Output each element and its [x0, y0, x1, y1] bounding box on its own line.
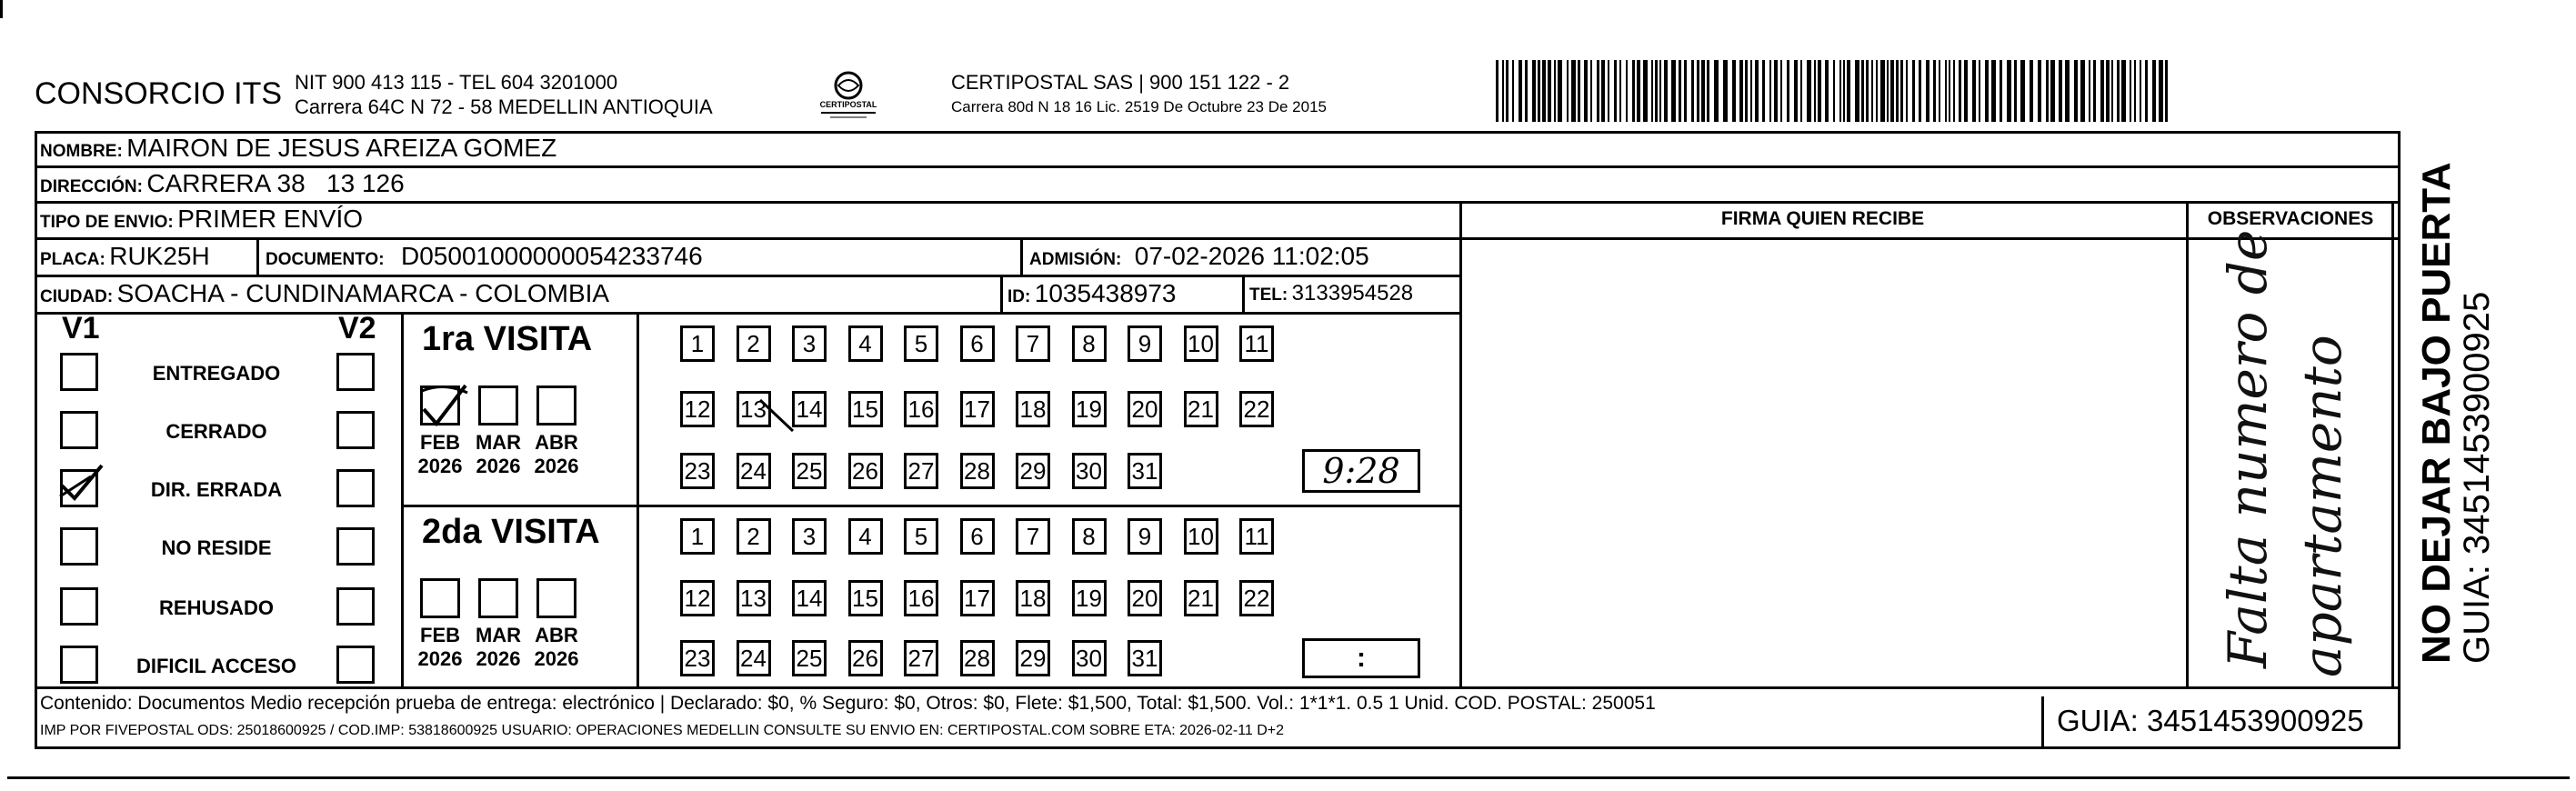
- dir-errada-check-icon: [55, 460, 109, 506]
- visit1-day-box[interactable]: 30: [1072, 453, 1107, 489]
- visit1-title: 1ra VISITA: [422, 320, 593, 358]
- barcode-bar: [1750, 60, 1752, 122]
- plate-value: RUK25H: [109, 242, 210, 270]
- visit1-day-box[interactable]: 13: [737, 391, 771, 427]
- status-label: DIR. ERRADA: [150, 478, 283, 501]
- visit2-year-label: 2026: [534, 647, 579, 670]
- row-line: [35, 165, 2401, 168]
- barcode-bar: [1608, 60, 1609, 122]
- v2-checkbox[interactable]: [336, 646, 375, 684]
- visit2-day-box[interactable]: 25: [792, 640, 827, 676]
- barcode-bar: [2074, 60, 2078, 122]
- barcode-bar: [1745, 60, 1748, 122]
- barcode-bar: [1755, 60, 1759, 122]
- barcode-bar: [2065, 60, 2070, 122]
- barcode-bar: [1794, 60, 1798, 122]
- barcode-bar: [1774, 60, 1778, 122]
- visit1-day-box[interactable]: 29: [1016, 453, 1050, 489]
- barcode-bar: [2117, 60, 2120, 122]
- barcode-bar: [1659, 60, 1661, 122]
- visit-divider: [636, 312, 639, 686]
- visit2-day-box[interactable]: 14: [792, 580, 827, 616]
- visit1-day-box[interactable]: 14: [792, 391, 827, 427]
- barcode-bar: [1926, 60, 1929, 122]
- visit2-day-box[interactable]: 23: [680, 640, 715, 676]
- visit2-day-box[interactable]: 24: [737, 640, 771, 676]
- visit2-time: :: [1357, 643, 1366, 673]
- visit2-day-box[interactable]: 19: [1072, 580, 1107, 616]
- barcode-bar: [1679, 60, 1681, 122]
- id-value: 1035438973: [1034, 279, 1177, 307]
- barcode-bar: [2020, 60, 2025, 122]
- barcode-bar: [1732, 60, 1736, 122]
- visit2-month-label: MAR: [475, 624, 522, 646]
- status-label: ENTREGADO: [152, 362, 281, 385]
- barcode-bar: [1939, 60, 1940, 122]
- barcode-bar: [1655, 60, 1658, 122]
- row-line: [35, 201, 2401, 204]
- status-label: NO RESIDE: [161, 536, 272, 559]
- barcode-bar: [2046, 60, 2049, 122]
- tel-field: [1249, 281, 1413, 306]
- v2-header: V2: [338, 311, 376, 345]
- barcode-bar: [1843, 60, 1845, 122]
- barcode-bar: [1847, 60, 1850, 122]
- visit2-day-box[interactable]: 2: [737, 518, 771, 555]
- footer-line: [35, 686, 2401, 689]
- barcode-bar: [1542, 60, 1546, 122]
- visit2-day-box[interactable]: 15: [848, 580, 883, 616]
- admission-field: [1029, 242, 1369, 271]
- cell-divider: [1242, 275, 1245, 312]
- barcode-bar: [1590, 60, 1592, 122]
- visit2-day-box[interactable]: 16: [904, 580, 938, 616]
- barcode-bar: [1632, 60, 1635, 122]
- visit1-day-box[interactable]: 9: [1128, 325, 1162, 362]
- v2-checkbox[interactable]: [336, 469, 375, 507]
- barcode-bar: [1861, 60, 1864, 122]
- document-label: DOCUMENTO:: [266, 250, 385, 269]
- row-line: [35, 237, 1462, 240]
- visit1-day-box[interactable]: 12: [680, 391, 715, 427]
- visit2-year-label: 2026: [417, 647, 463, 670]
- barcode-bar: [1959, 60, 1961, 122]
- visit1-year-label: 2026: [534, 455, 579, 477]
- barcode-bar: [2165, 60, 2168, 122]
- barcode-bar: [1953, 60, 1955, 122]
- admission-value: 07-02-2026 11:02:05: [1134, 242, 1369, 270]
- visit2-day-box[interactable]: 26: [848, 640, 883, 676]
- visit1-year-label: 2026: [476, 455, 521, 477]
- side-warning: NO DEJAR BAJO PUERTA: [2414, 162, 2459, 664]
- barcode-bar: [2007, 60, 2011, 122]
- visit2-time-box: [1302, 638, 1420, 678]
- barcode-bar: [2111, 60, 2113, 122]
- barcode-bar: [2014, 60, 2017, 122]
- barcode-bar: [1684, 60, 1687, 122]
- tel-label: TEL:: [1249, 285, 1288, 305]
- visit1-day-box[interactable]: 15: [848, 391, 883, 427]
- barcode-bar: [1871, 60, 1873, 122]
- visit1-month-checkbox[interactable]: [478, 385, 518, 426]
- visit1-day-box[interactable]: 10: [1184, 325, 1218, 362]
- status-label: CERRADO: [165, 420, 267, 443]
- v2-checkbox[interactable]: [336, 587, 375, 626]
- barcode-bar: [1739, 60, 1743, 122]
- barcode-bar: [1651, 60, 1653, 122]
- footer-guia: GUIA: 3451453900925: [2057, 704, 2364, 737]
- v1-checkbox[interactable]: [60, 527, 98, 566]
- barcode-bar: [1496, 60, 1498, 122]
- barcode-bar: [1643, 60, 1648, 122]
- row-line: [35, 275, 1462, 277]
- visit2-month-label: ABR: [535, 624, 578, 646]
- visit1-month-label: ABR: [535, 431, 578, 454]
- barcode-bar: [1637, 60, 1640, 122]
- visit2-day-box[interactable]: 10: [1184, 518, 1218, 555]
- address-label: DIRECCIÓN:: [40, 177, 143, 196]
- certipostal-logo: [817, 69, 880, 120]
- barcode-bar: [2059, 60, 2062, 122]
- barcode-bar: [2159, 60, 2163, 122]
- city-value: SOACHA - CUNDINAMARCA - COLOMBIA: [116, 279, 610, 307]
- barcode-bar: [2030, 60, 2033, 122]
- company-name: CONSORCIO ITS: [35, 76, 283, 111]
- barcode-bar: [2080, 60, 2085, 122]
- visit1-day-box[interactable]: 21: [1184, 391, 1218, 427]
- barcode: [1496, 60, 2173, 122]
- tel-value: 3133954528: [1291, 281, 1414, 305]
- v2-checkbox[interactable]: [336, 411, 375, 449]
- visit2-day-box[interactable]: 11: [1239, 518, 1274, 555]
- visit1-day-box[interactable]: 6: [960, 325, 995, 362]
- visit2-title: 2da VISITA: [422, 513, 600, 551]
- barcode-bar: [1697, 60, 1699, 122]
- visit1-day-box[interactable]: 24: [737, 453, 771, 489]
- barcode-bar: [1972, 60, 1976, 122]
- visit1-time-box: [1302, 449, 1420, 493]
- observations-divider: [2186, 201, 2189, 686]
- admission-label: ADMISIÓN:: [1029, 250, 1122, 269]
- visit1-day-box[interactable]: 8: [1072, 325, 1107, 362]
- v1-header: V1: [62, 311, 100, 345]
- bottom-edge-line: [7, 776, 2570, 779]
- visit2-day-box[interactable]: 3: [792, 518, 827, 555]
- barcode-bar: [1880, 60, 1885, 122]
- logo-text: CERTIPOSTAL: [819, 100, 877, 109]
- status-label: REHUSADO: [159, 596, 274, 619]
- carrier-nit: CERTIPOSTAL SAS | 900 151 122 - 2: [951, 71, 1290, 94]
- visit1-month-label: FEB: [420, 431, 460, 454]
- document-value: D05001000000054233746: [401, 242, 703, 270]
- send-type-value: PRIMER ENVÍO: [177, 205, 364, 233]
- company-address: Carrera 64C N 72 - 58 MEDELLIN ANTIOQUIA: [295, 95, 713, 118]
- barcode-bar: [1597, 60, 1599, 122]
- barcode-bar: [1964, 60, 1968, 122]
- barcode-bar: [1664, 60, 1668, 122]
- observations-header: OBSERVACIONES: [2207, 208, 2374, 229]
- barcode-bar: [1619, 60, 1621, 122]
- visit1-day-box[interactable]: 25: [792, 453, 827, 489]
- barcode-bar: [1578, 60, 1580, 122]
- company-nit: NIT 900 413 115 - TEL 604 3201000: [295, 71, 618, 94]
- visit1-year-label: 2026: [417, 455, 463, 477]
- barcode-bar: [1714, 60, 1719, 122]
- barcode-bar: [1814, 60, 1816, 122]
- footer-print-info: IMP POR FIVEPOSTAL ODS: 25018600925 / COD.IMP: 53818600925 USUARIO: OPERACIONES MEDELLIN CONSULTE SU ENVIO EN: CERTIPOSTAL.COM SOBRE ETA: 2026-02-11 D+2: [40, 723, 1285, 738]
- visit1-day-box[interactable]: 1: [680, 325, 715, 362]
- barcode-bar: [1762, 60, 1765, 122]
- barcode-bar: [1887, 60, 1889, 122]
- visit2-day-box[interactable]: 31: [1128, 640, 1162, 676]
- visit2-day-box[interactable]: 28: [960, 640, 995, 676]
- visit2-month-checkbox[interactable]: [536, 578, 576, 618]
- observations-right-divider: [2391, 201, 2394, 686]
- visit1-day-box[interactable]: 16: [904, 391, 938, 427]
- visit2-year-label: 2026: [476, 647, 521, 670]
- barcode-bar: [1839, 60, 1841, 122]
- barcode-bar: [2093, 60, 2096, 122]
- carrier-address: Carrera 80d N 18 16 Lic. 2519 De Octubre 23 De 2015: [951, 98, 1327, 115]
- visit1-day-box[interactable]: 5: [904, 325, 938, 362]
- visit2-day-box[interactable]: 5: [904, 518, 938, 555]
- barcode-bar: [1933, 60, 1936, 122]
- visit-separator: [401, 505, 1462, 507]
- barcode-bar: [1723, 60, 1728, 122]
- city-label: CIUDAD:: [40, 287, 114, 306]
- name-value: MAIRON DE JESUS AREIZA GOMEZ: [126, 134, 557, 162]
- barcode-bar: [2089, 60, 2090, 122]
- barcode-bar: [1985, 60, 1989, 122]
- barcode-bar: [1818, 60, 1821, 122]
- visit1-day-box[interactable]: 20: [1128, 391, 1162, 427]
- plate-label: PLACA:: [40, 250, 105, 269]
- name-row: [40, 134, 556, 163]
- barcode-bar: [1912, 60, 1915, 122]
- cell-divider: [256, 237, 259, 275]
- visit2-day-box[interactable]: 4: [848, 518, 883, 555]
- barcode-bar: [1949, 60, 1950, 122]
- visit2-day-box[interactable]: 9: [1128, 518, 1162, 555]
- day-13-cross-icon: [757, 393, 797, 436]
- barcode-bar: [1506, 60, 1509, 122]
- barcode-bar: [1519, 60, 1522, 122]
- barcode-bar: [2100, 60, 2104, 122]
- footer-divider: [2041, 696, 2044, 749]
- visit2-month-checkbox[interactable]: [420, 578, 460, 618]
- barcode-bar: [1900, 60, 1903, 122]
- barcode-bar: [1780, 60, 1782, 122]
- barcode-bar: [2134, 60, 2136, 122]
- barcode-bar: [1548, 60, 1551, 122]
- barcode-bar: [1945, 60, 1947, 122]
- address-value: CARRERA 38 13 126: [146, 169, 405, 197]
- barcode-bar: [2145, 60, 2148, 122]
- visit2-day-box[interactable]: 29: [1016, 640, 1050, 676]
- visit2-day-box[interactable]: 17: [960, 580, 995, 616]
- send-type-label: TIPO DE ENVIO:: [40, 213, 174, 232]
- name-label: NOMBRE:: [40, 142, 123, 161]
- barcode-bar: [2130, 60, 2131, 122]
- visit2-day-box[interactable]: 18: [1016, 580, 1050, 616]
- visit1-month-checkbox[interactable]: [536, 385, 576, 426]
- visit1-day-box[interactable]: 11: [1239, 325, 1274, 362]
- barcode-bar: [1800, 60, 1802, 122]
- barcode-bar: [1825, 60, 1829, 122]
- observation-handwriting-line1: Falta numero de: [2217, 229, 2279, 668]
- barcode-bar: [2050, 60, 2055, 122]
- barcode-bar: [1554, 60, 1556, 122]
- visit2-day-box[interactable]: 22: [1239, 580, 1274, 616]
- barcode-bar: [1701, 60, 1705, 122]
- barcode-bar: [1584, 60, 1588, 122]
- visit1-day-box[interactable]: 4: [848, 325, 883, 362]
- v1-checkbox[interactable]: [60, 353, 98, 391]
- barcode-bar: [1876, 60, 1878, 122]
- visit1-day-box[interactable]: 18: [1016, 391, 1050, 427]
- barcode-bar: [1567, 60, 1569, 122]
- visit2-day-box[interactable]: 1: [680, 518, 715, 555]
- observation-handwriting-line2: apartamento: [2291, 335, 2353, 677]
- barcode-bar: [1919, 60, 1921, 122]
- visit2-day-box[interactable]: 7: [1016, 518, 1050, 555]
- barcode-bar: [1769, 60, 1771, 122]
- barcode-bar: [1807, 60, 1811, 122]
- side-guia: GUIA: 3451453900925: [2457, 291, 2497, 664]
- status-label: DIFICIL ACCESO: [135, 655, 296, 677]
- footer-content: Contenido: Documentos Medio recepción prueba de entrega: electrónico | Declarado: $0, % Seguro: $0, Otros: $0, Flete: $1,500, Total: $1,500. Vol.: 1*1*1. 0.5 1 Unid. COD. POSTAL: 250051: [40, 693, 1656, 714]
- visit1-day-box[interactable]: 31: [1128, 453, 1162, 489]
- feb-check-icon: [418, 382, 473, 429]
- edge-mark: [0, 0, 3, 18]
- cell-divider: [1020, 237, 1023, 275]
- visit1-day-box[interactable]: 22: [1239, 391, 1274, 427]
- visit2-day-box[interactable]: 8: [1072, 518, 1107, 555]
- visit1-day-box[interactable]: 27: [904, 453, 938, 489]
- send-type-row: [40, 205, 363, 234]
- v2-checkbox[interactable]: [336, 527, 375, 566]
- barcode-bar: [1991, 60, 1996, 122]
- barcode-bar: [2140, 60, 2141, 122]
- barcode-bar: [1512, 60, 1514, 122]
- v2-checkbox[interactable]: [336, 353, 375, 391]
- visit2-day-box[interactable]: 21: [1184, 580, 1218, 616]
- city-field: [40, 279, 609, 308]
- visit2-day-box[interactable]: 20: [1128, 580, 1162, 616]
- visit1-day-box[interactable]: 19: [1072, 391, 1107, 427]
- barcode-bar: [1866, 60, 1869, 122]
- barcode-bar: [1833, 60, 1835, 122]
- barcode-bar: [2152, 60, 2156, 122]
- address-row: [40, 169, 405, 198]
- visit1-month-label: MAR: [475, 431, 522, 454]
- visit2-day-box[interactable]: 27: [904, 640, 938, 676]
- visit1-day-box[interactable]: 26: [848, 453, 883, 489]
- v1-checkbox[interactable]: [60, 587, 98, 626]
- visit1-time: 9:28: [1322, 451, 1400, 491]
- barcode-bar: [1571, 60, 1576, 122]
- row-line: [35, 312, 1462, 315]
- visit1-day-box[interactable]: 7: [1016, 325, 1050, 362]
- barcode-bar: [1979, 60, 1980, 122]
- barcode-bar: [1896, 60, 1899, 122]
- v1-checkbox[interactable]: [60, 646, 98, 684]
- cell-divider: [1000, 275, 1003, 312]
- signature-divider: [1459, 201, 1462, 686]
- barcode-bar: [2121, 60, 2126, 122]
- visit2-day-box[interactable]: 12: [680, 580, 715, 616]
- visit2-month-label: FEB: [420, 624, 460, 646]
- barcode-bar: [1890, 60, 1894, 122]
- barcode-bar: [1538, 60, 1540, 122]
- status-divider: [401, 312, 404, 686]
- signature-header: FIRMA QUIEN RECIBE: [1720, 208, 1925, 229]
- barcode-bar: [1614, 60, 1617, 122]
- id-field: [1007, 279, 1177, 308]
- barcode-bar: [2000, 60, 2002, 122]
- barcode-bar: [1671, 60, 1676, 122]
- visit2-day-box[interactable]: 6: [960, 518, 995, 555]
- barcode-bar: [1502, 60, 1504, 122]
- barcode-bar: [1601, 60, 1605, 122]
- visit1-day-box[interactable]: 23: [680, 453, 715, 489]
- visit2-day-box[interactable]: 13: [737, 580, 771, 616]
- barcode-bar: [1558, 60, 1562, 122]
- v1-checkbox[interactable]: [60, 411, 98, 449]
- document-field: [266, 242, 703, 271]
- visit2-day-box[interactable]: 30: [1072, 640, 1107, 676]
- visit1-day-box[interactable]: 2: [737, 325, 771, 362]
- barcode-bar: [1525, 60, 1528, 122]
- barcode-bar: [1707, 60, 1709, 122]
- visit1-day-box[interactable]: 3: [792, 325, 827, 362]
- barcode-bar: [1626, 60, 1628, 122]
- id-label: ID:: [1007, 287, 1031, 306]
- barcode-bar: [1906, 60, 1908, 122]
- barcode-bar: [1691, 60, 1694, 122]
- visit1-day-box[interactable]: 17: [960, 391, 995, 427]
- barcode-bar: [2106, 60, 2110, 122]
- barcode-bar: [2038, 60, 2041, 122]
- visit1-day-box[interactable]: 28: [960, 453, 995, 489]
- visit2-month-checkbox[interactable]: [478, 578, 518, 618]
- barcode-bar: [1532, 60, 1536, 122]
- plate-field: [40, 242, 210, 271]
- barcode-bar: [1855, 60, 1859, 122]
- barcode-bar: [1787, 60, 1789, 122]
